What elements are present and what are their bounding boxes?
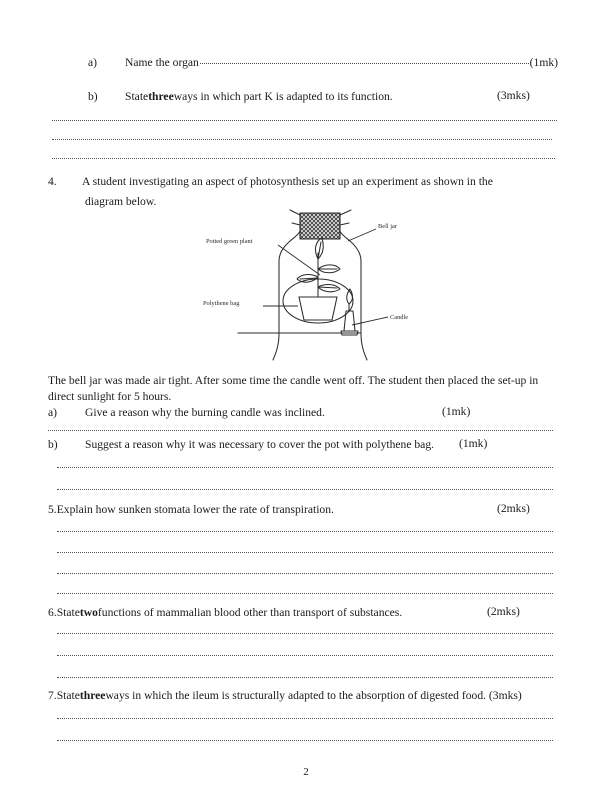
question7-bold-word: three	[79, 689, 106, 702]
question4-number: 4.	[48, 175, 57, 188]
answer-line[interactable]	[57, 550, 553, 553]
question3-part-b	[88, 89, 393, 104]
answer-line[interactable]	[57, 465, 553, 468]
question5-text: Explain how sunken stomata lower the rate of transpiration.	[56, 503, 334, 516]
answer-line[interactable]	[57, 487, 553, 490]
label-polythene-bag: Polythene bag	[203, 300, 240, 307]
question4-part-a-marker: a)	[48, 406, 58, 419]
question3-part-b-text-after: ways in which part K is adapted to its function.	[173, 90, 393, 103]
question3-part-a-marks: (1mk)	[529, 56, 558, 69]
question4-description-line1: The bell jar was made air tight. After some time the candle went off. The student then placed the set-up in	[48, 374, 539, 387]
answer-line[interactable]	[48, 428, 553, 431]
question4-part-b-marks: (1mk)	[459, 437, 488, 450]
question4-part-b-text: Suggest a reason why it was necessary to cover the pot with polythene bag.	[85, 438, 435, 451]
question3-part-b-marks: (3mks)	[497, 89, 530, 102]
answer-line[interactable]	[52, 137, 552, 140]
question5	[48, 502, 334, 517]
answer-line[interactable]	[57, 675, 553, 678]
answer-line[interactable]	[57, 653, 553, 656]
label-potted-green-plant: Potted green plant	[206, 238, 253, 245]
label-candle: Candle	[390, 314, 409, 321]
page-number: 2	[303, 766, 309, 778]
question4-stem-line2: diagram below.	[85, 195, 157, 208]
answer-line[interactable]	[52, 156, 555, 159]
question7	[48, 688, 522, 703]
question4-part-a-text: Give a reason why the burning candle was inclined.	[85, 406, 325, 419]
answer-line[interactable]	[57, 529, 553, 532]
question6-text-after: functions of mammalian blood other than transport of substances.	[97, 606, 403, 619]
question6	[48, 605, 402, 620]
label-bell-jar: Bell jar	[378, 223, 397, 230]
answer-line[interactable]	[57, 738, 553, 741]
question6-number: 6.	[48, 606, 57, 619]
answer-line[interactable]	[57, 571, 553, 574]
question4-part-b-marker: b)	[48, 438, 58, 451]
answer-line[interactable]	[52, 118, 557, 121]
answer-dot-fill[interactable]	[200, 63, 529, 64]
question3-part-b-text-before: State	[125, 90, 149, 103]
question6-bold-word: two	[79, 606, 98, 619]
answer-line[interactable]	[57, 716, 553, 719]
question7-text-after: ways in which the ileum is structurally adapted to the absorption of digested food. (3mks)	[105, 689, 522, 702]
question5-number: 5.	[48, 503, 57, 516]
question4-stem-text-line1: A student investigating an aspect of photosynthesis set up an experiment as shown in the	[82, 175, 493, 188]
question6-marks: (2mks)	[487, 605, 520, 618]
answer-line[interactable]	[57, 631, 553, 634]
bell-jar-experiment-diagram	[200, 203, 435, 368]
question3-part-a-marker: a)	[88, 56, 98, 69]
question7-number: 7.	[48, 689, 57, 702]
question3-part-a	[88, 55, 558, 70]
question4-part-b	[48, 437, 434, 452]
question7-text-before: State	[56, 689, 80, 702]
question4-part-a-marks: (1mk)	[442, 405, 471, 418]
question5-marks: (2mks)	[497, 502, 530, 515]
question4-stem-line1	[48, 174, 493, 189]
question4-part-a	[48, 405, 325, 420]
question6-text-before: State	[56, 606, 80, 619]
question3-part-b-marker: b)	[88, 90, 98, 103]
question3-part-b-bold-word: three	[148, 90, 174, 103]
answer-line[interactable]	[57, 591, 553, 594]
question3-part-a-text: Name the organ	[125, 56, 199, 69]
question4-description-line2: direct sunlight for 5 hours.	[48, 390, 172, 403]
